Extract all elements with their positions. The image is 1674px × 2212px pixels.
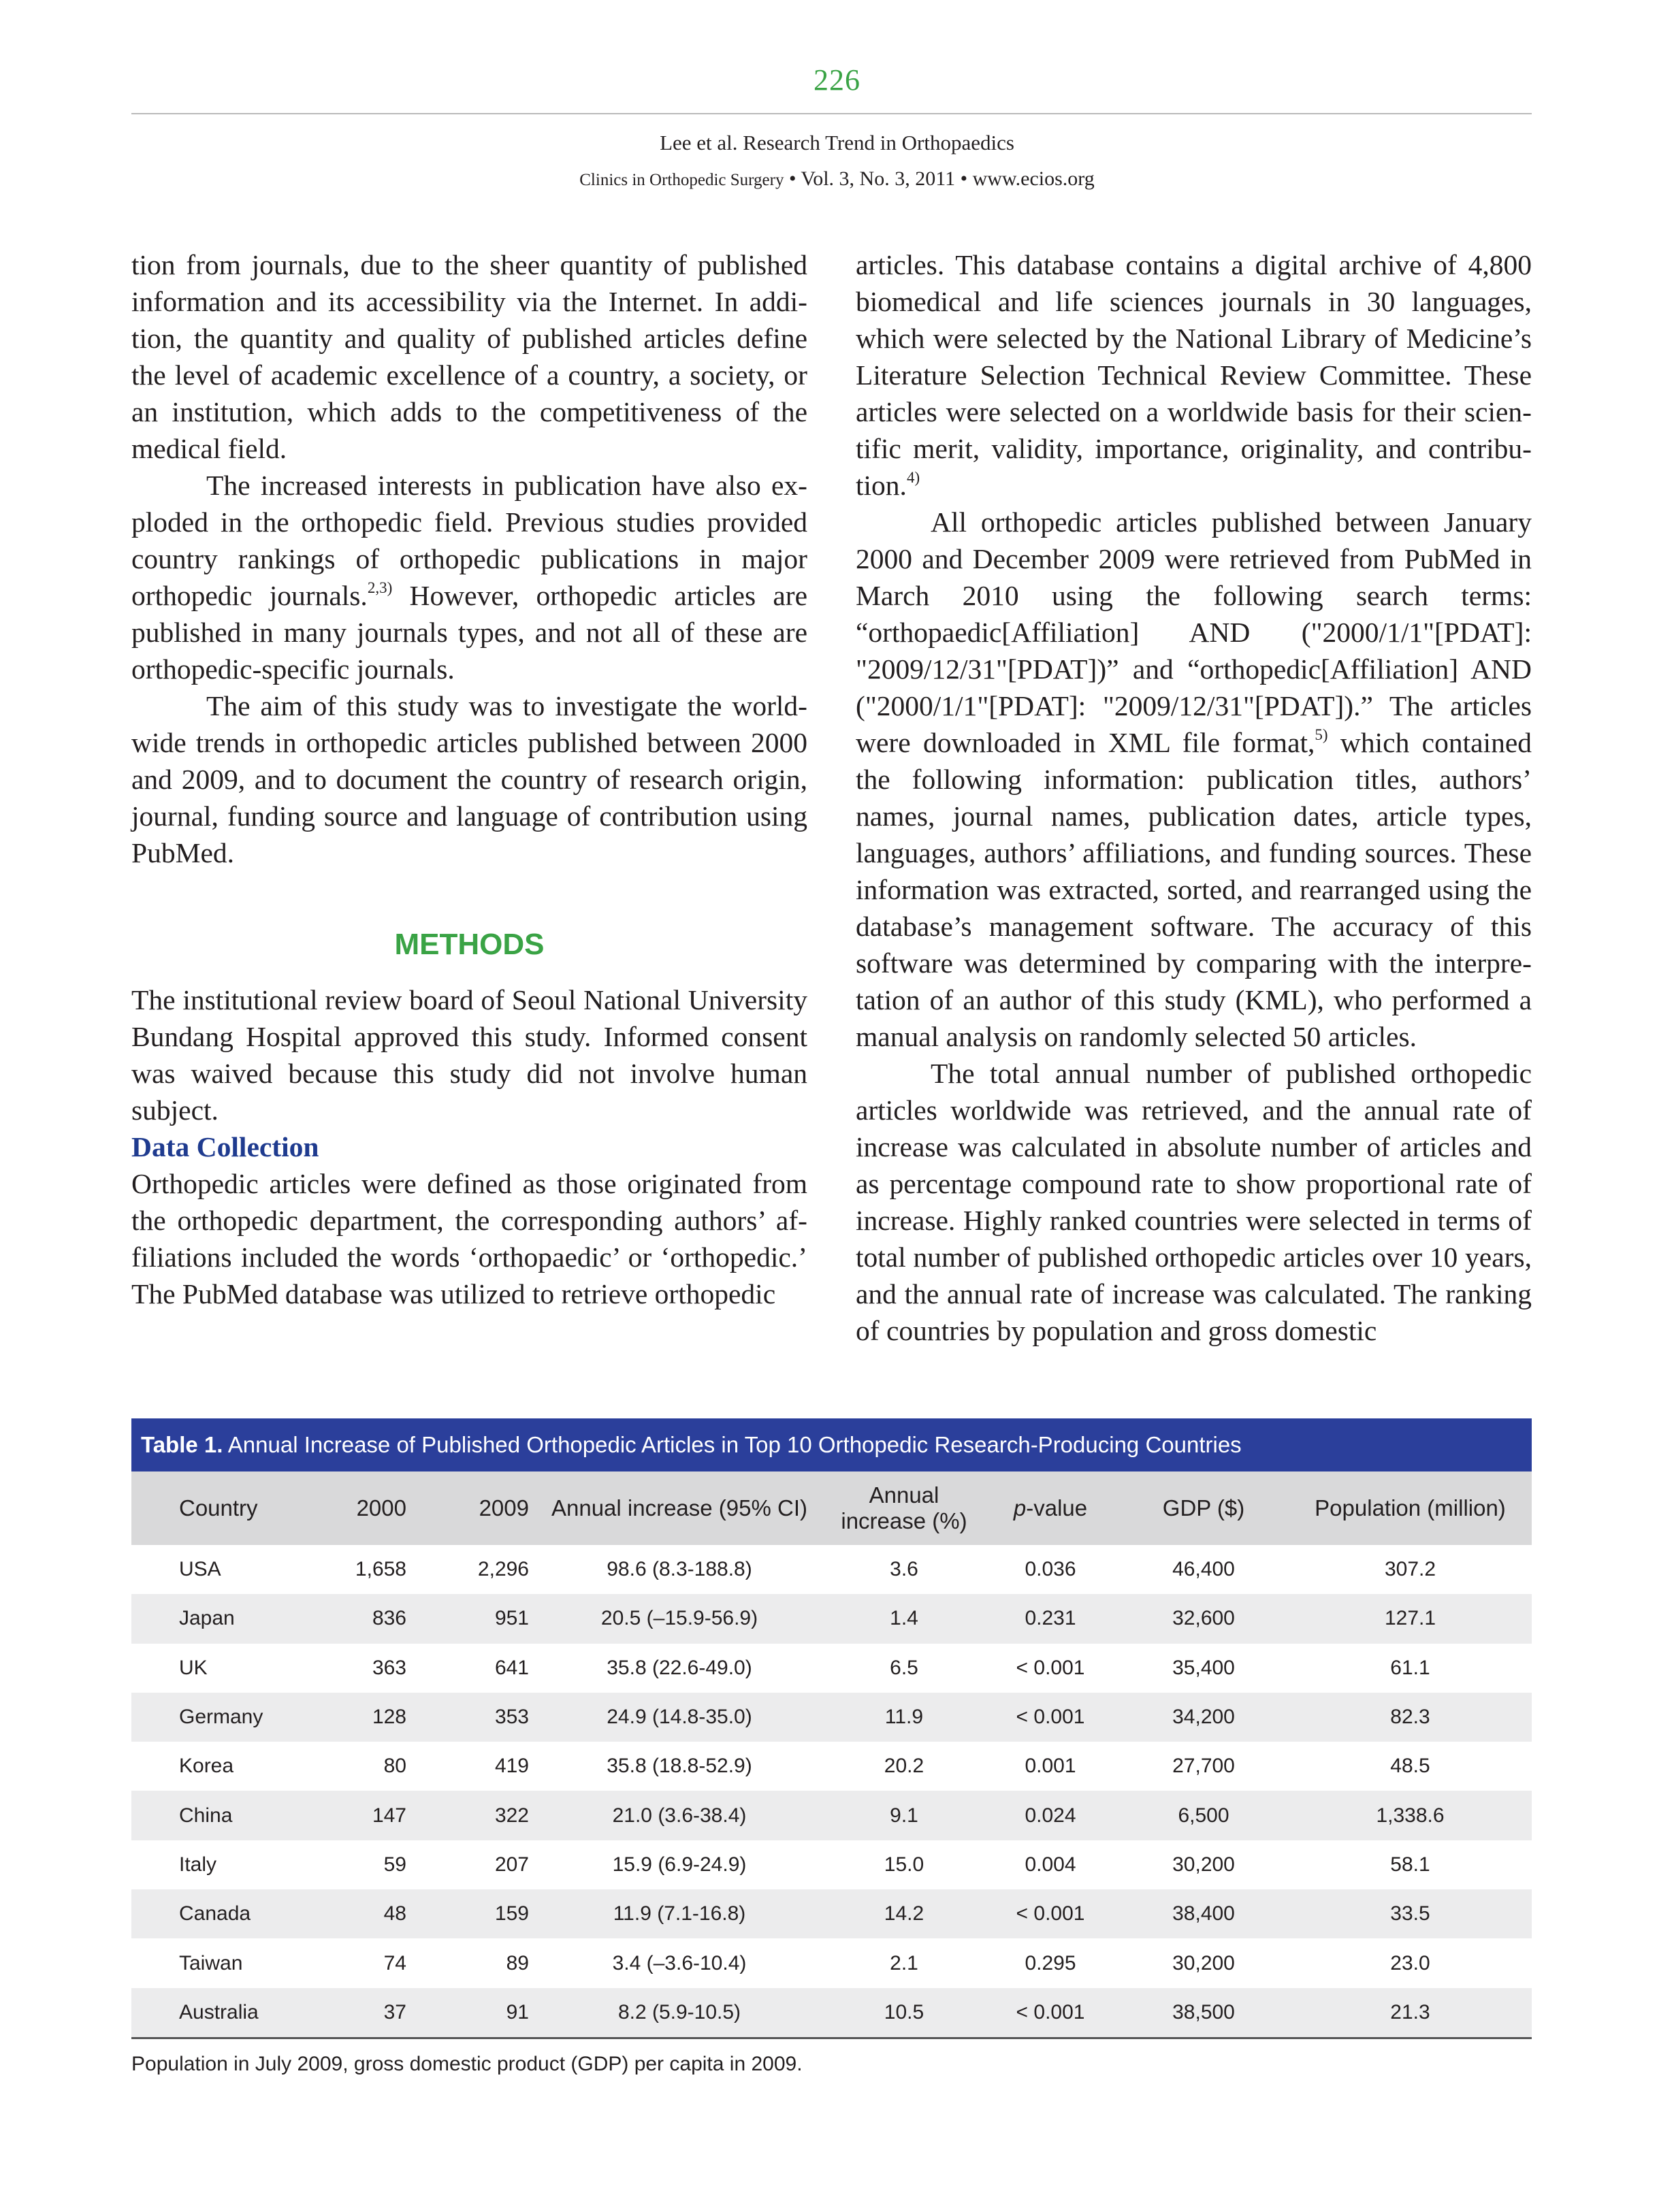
paragraph	[856, 246, 1532, 504]
header-country: Country	[131, 1471, 322, 1545]
cell-gdp: 27,700	[1172, 1755, 1235, 1778]
table-row	[131, 1545, 1532, 1594]
cell-annual-increase-pct: 2.1	[890, 1951, 918, 1974]
cell-gdp: 6,500	[1118, 1791, 1289, 1840]
cell-2009: 91	[411, 1988, 533, 2038]
cell-annual-increase-ci: 8.2 (5.9-10.5)	[533, 1988, 826, 2038]
header-2009: 2009	[411, 1471, 533, 1545]
running-title: Lee et al. Research Trend in Orthopaedics	[660, 131, 1014, 154]
cell-annual-increase-ci: 98.6 (8.3-188.8)	[607, 1558, 752, 1581]
cell-population: 23.0	[1390, 1951, 1430, 1974]
cell-2000: 48	[322, 1889, 411, 1938]
cell-annual-increase-ci: 3.4 (–3.6-10.4)	[612, 1951, 747, 1974]
cell-country: USA	[179, 1558, 221, 1581]
header-p-value	[982, 1471, 1118, 1545]
cell-p-value: < 0.001	[982, 1693, 1118, 1742]
cell-country: Japan	[131, 1594, 322, 1643]
cell-2000: 128	[322, 1693, 411, 1742]
section-heading-methods: METHODS	[394, 928, 545, 961]
cell-population: 82.3	[1289, 1693, 1532, 1742]
cell-gdp: 32,600	[1118, 1594, 1289, 1643]
table-row	[131, 1742, 1532, 1791]
cell-p-value: < 0.001	[982, 1988, 1118, 2038]
cell-gdp: 34,200	[1118, 1693, 1289, 1742]
header-2000: 2000	[322, 1471, 411, 1545]
header-gdp: GDP ($)	[1118, 1471, 1289, 1545]
paragraph-text: which contained the following information: publication titles, authors’ names, journal names, publication dates, article types, languages, authors’ affiliations, and funding sources. These information was extracted, sorted, and rearranged using the database’s management software. The accuracy of this software was determined by comparing with the interpretation of an author of this study (KML), who performed a manual analysis on randomly selected 50 articles.	[856, 727, 1532, 1052]
cell-country: UK	[179, 1656, 208, 1679]
header-text: increase (%)	[841, 1508, 967, 1533]
paragraph: The institutional review board of Seoul National University Bundang Hospital approved this study. Informed consent was waived because this study did not involve human subject.	[131, 984, 807, 1126]
cell-2000: 147	[322, 1791, 411, 1840]
cell-population: 21.3	[1289, 1988, 1532, 2038]
table-row	[131, 1791, 1532, 1840]
header-annual-increase-ci: Annual increase (95% CI)	[533, 1471, 826, 1545]
paragraph-text: The increased interests in publication have also exploded in the orthopedic field. Previous studies provided country rankings of orthopedic publications in major orthopedic journals.	[131, 470, 807, 611]
table-row	[131, 1889, 1532, 1938]
paragraph	[856, 504, 1532, 1055]
cell-annual-increase-ci: 35.8 (22.6-49.0)	[607, 1656, 752, 1679]
cell-annual-increase-pct: 14.2	[826, 1889, 982, 1938]
table-row	[131, 1840, 1532, 1889]
cell-gdp: 38,500	[1118, 1988, 1289, 2038]
journal-meta: • Vol. 3, No. 3, 2011 • www.ecios.org	[784, 167, 1095, 190]
cell-country: Italy	[179, 1853, 217, 1876]
cell-annual-increase-pct: 11.9	[826, 1693, 982, 1742]
cell-annual-increase-pct: 15.0	[884, 1853, 924, 1876]
cell-2009: 951	[411, 1594, 533, 1643]
cell-p-value: < 0.001	[982, 1889, 1118, 1938]
cell-annual-increase-pct: 20.2	[884, 1755, 924, 1778]
cell-country: Canada	[131, 1889, 322, 1938]
cell-gdp: 38,400	[1118, 1889, 1289, 1938]
table-header-row	[131, 1471, 1532, 1545]
cell-annual-increase-ci: 11.9 (7.1-16.8)	[533, 1889, 826, 1938]
cell-2009: 207	[494, 1853, 529, 1876]
table-row	[131, 1644, 1532, 1693]
cell-gdp: 30,200	[1172, 1853, 1235, 1876]
cell-2000: 836	[322, 1594, 411, 1643]
reference-marker: 2,3)	[367, 579, 393, 596]
cell-p-value: 0.004	[1025, 1853, 1076, 1876]
table-row	[131, 1594, 1532, 1643]
cell-2009: 322	[411, 1791, 533, 1840]
cell-population: 1,338.6	[1289, 1791, 1532, 1840]
cell-2000: 1,658	[355, 1558, 406, 1581]
cell-p-value: 0.024	[982, 1791, 1118, 1840]
cell-annual-increase-pct: 6.5	[890, 1656, 918, 1679]
cell-p-value: < 0.001	[1016, 1656, 1085, 1679]
cell-gdp: 46,400	[1172, 1558, 1235, 1581]
header-annual-increase-pct	[826, 1471, 982, 1545]
cell-2009: 159	[411, 1889, 533, 1938]
left-column	[131, 246, 807, 1312]
cell-annual-increase-pct: 10.5	[826, 1988, 982, 2038]
cell-annual-increase-ci: 20.5 (–15.9-56.9)	[533, 1594, 826, 1643]
paragraph: Orthopedic articles were defined as those originated from the orthopedic department, the corresponding authors’ affiliations included the words ‘orthopaedic’ or ‘orthopedic.’ The PubMed database was utilized to retrieve orthopedic	[131, 1168, 807, 1310]
cell-annual-increase-ci: 24.9 (14.8-35.0)	[533, 1693, 826, 1742]
cell-country: Korea	[179, 1755, 234, 1778]
paragraph: The aim of this study was to investigate the worldwide trends in orthopedic articles published between 2000 and 2009, and to document the country of research origin, journal, funding source and language of contribution using PubMed.	[131, 690, 807, 868]
cell-population: 33.5	[1289, 1889, 1532, 1938]
cell-p-value: 0.036	[1025, 1558, 1076, 1581]
cell-country: Germany	[131, 1693, 322, 1742]
cell-population: 61.1	[1390, 1656, 1430, 1679]
cell-2009: 353	[411, 1693, 533, 1742]
cell-2009: 419	[494, 1755, 529, 1778]
header-text: Annual	[869, 1482, 939, 1508]
paragraph-text: articles. This database contains a digital archive of 4,800 biomedical and life sciences journals in 30 languages, which were selected by the National Library of Medicine’s Literature Selection Technical Review Committee. These articles were selected on a worldwide basis for their scientific merit, validity, importance, originality, and contribution.	[856, 249, 1532, 501]
cell-population: 48.5	[1390, 1755, 1430, 1778]
paragraph-text: All orthopedic articles published between January 2000 and December 2009 were retrieved from PubMed in March 2010 using the following search terms: “orthopaedic[Affiliation] AND ("2000/1/1"[PDAT]: "2009/12/31"[PDAT])” and “orthopedic[Affiliation] AND ("2000/1/1"[PDAT]: "2009/12/31"[PDAT]).” The articles were downloaded in XML file format,	[856, 506, 1532, 758]
table-row	[131, 1988, 1532, 2038]
cell-p-value: 0.295	[1025, 1951, 1076, 1974]
cell-country: Australia	[131, 1988, 322, 2038]
reference-marker: 4)	[906, 469, 920, 486]
cell-2009: 89	[506, 1951, 529, 1974]
data-table	[131, 1471, 1532, 2039]
table-title: Annual Increase of Published Orthopedic Articles in Top 10 Orthopedic Research-Producing Countries	[223, 1432, 1242, 1457]
header-population: Population (million)	[1289, 1471, 1532, 1545]
cell-2000: 80	[383, 1755, 406, 1778]
paragraph	[131, 467, 807, 687]
table-label: Table 1.	[141, 1432, 223, 1457]
table-row	[131, 1938, 1532, 1987]
paragraph: The total annual number of published orthopedic articles worldwide was retrieved, and the annual rate of increase was calculated in absolute number of articles and as percentage compound rate to show proportional rate of increase. Highly ranked countries were selected in terms of total number of published orthopedic articles over 10 years, and the annual rate of increase was calculated. The ranking of countries by population and gross domestic	[856, 1058, 1532, 1346]
table-block	[131, 1418, 1532, 2076]
cell-annual-increase-ci: 15.9 (6.9-24.9)	[612, 1853, 747, 1876]
cell-p-value: 0.001	[1025, 1755, 1076, 1778]
reference-marker: 5)	[1315, 726, 1328, 743]
cell-2000: 363	[372, 1656, 406, 1679]
cell-country: China	[131, 1791, 322, 1840]
cell-2009: 641	[494, 1656, 529, 1679]
cell-annual-increase-pct: 9.1	[826, 1791, 982, 1840]
paragraph-text: However, orthopedic articles are published in many journals types, and not all of these are orthopedic-specific journals.	[131, 580, 808, 685]
right-column	[856, 246, 1532, 1349]
cell-annual-increase-ci: 35.8 (18.8-52.9)	[607, 1755, 752, 1778]
paragraph: tion from journals, due to the sheer quantity of published information and its accessibility via the Internet. In addition, the quantity and quality of published articles define the level of academic excellence of a country, a society, or an institution, which adds to the competitiveness of the medical field.	[131, 249, 807, 464]
cell-population: 58.1	[1390, 1853, 1430, 1876]
cell-2000: 74	[383, 1951, 406, 1974]
cell-population: 127.1	[1289, 1594, 1532, 1643]
cell-2000: 37	[322, 1988, 411, 2038]
header-rule	[131, 113, 1532, 114]
subheading-data-collection: Data Collection	[131, 1131, 319, 1162]
journal-name: Clinics in Orthopedic Surgery	[579, 171, 784, 189]
table-caption	[131, 1418, 1532, 1471]
page-number: 226	[814, 63, 860, 97]
cell-2000: 59	[383, 1853, 406, 1876]
table-row	[131, 1693, 1532, 1742]
header-text: p	[1013, 1495, 1027, 1520]
cell-annual-increase-ci: 21.0 (3.6-38.4)	[533, 1791, 826, 1840]
cell-country: Taiwan	[179, 1951, 243, 1974]
cell-gdp: 35,400	[1172, 1656, 1235, 1679]
cell-2009: 2,296	[477, 1558, 529, 1581]
journal-line	[0, 167, 1674, 191]
cell-gdp: 30,200	[1172, 1951, 1235, 1974]
cell-annual-increase-pct: 1.4	[826, 1594, 982, 1643]
cell-p-value: 0.231	[982, 1594, 1118, 1643]
cell-annual-increase-pct: 3.6	[890, 1558, 918, 1581]
header-text: -value	[1026, 1495, 1088, 1520]
cell-population: 307.2	[1384, 1558, 1436, 1581]
table-note: Population in July 2009, gross domestic product (GDP) per capita in 2009.	[131, 2052, 803, 2075]
